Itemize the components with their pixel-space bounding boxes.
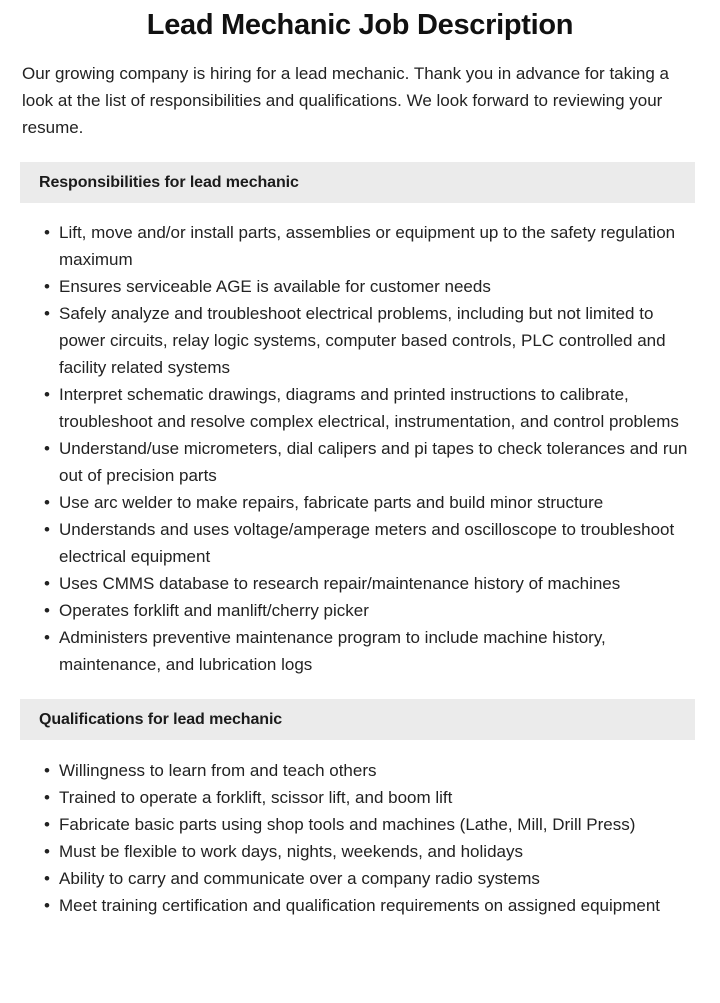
section-header-label: Responsibilities for lead mechanic bbox=[39, 173, 299, 191]
list-item bbox=[44, 811, 695, 838]
list-item bbox=[44, 757, 695, 784]
list-item-text: Interpret schematic drawings, diagrams and printed instructions to calibrate, troubleshoot and resolve complex electrical, instrumentation, and control problems bbox=[59, 385, 679, 431]
responsibilities-list bbox=[0, 203, 720, 678]
list-item bbox=[44, 435, 695, 489]
bullet-icon: • bbox=[44, 223, 50, 242]
list-item-text: Use arc welder to make repairs, fabricate parts and build minor structure bbox=[59, 493, 604, 512]
list-item-text: Understands and uses voltage/amperage meters and oscilloscope to troubleshoot electrical equipment bbox=[59, 520, 675, 566]
qualifications-list bbox=[0, 740, 720, 919]
bullet-icon: • bbox=[44, 439, 50, 458]
list-item-text: Trained to operate a forklift, scissor lift, and boom lift bbox=[59, 788, 453, 807]
list-item bbox=[44, 381, 695, 435]
bullet-icon: • bbox=[44, 520, 50, 539]
bullet-icon: • bbox=[44, 304, 50, 323]
list-item bbox=[44, 489, 695, 516]
list-item bbox=[44, 624, 695, 678]
bullet-icon: • bbox=[44, 761, 50, 780]
list-item bbox=[44, 300, 695, 381]
section-qualifications bbox=[0, 699, 720, 919]
list-item-text: Lift, move and/or install parts, assemblies or equipment up to the safety regulation maximum bbox=[59, 223, 676, 269]
bullet-icon: • bbox=[44, 493, 50, 512]
list-item-text: Ability to carry and communicate over a company radio systems bbox=[59, 869, 540, 888]
bullet-icon: • bbox=[44, 842, 50, 861]
page-title: Lead Mechanic Job Description bbox=[146, 9, 574, 41]
bullet-icon: • bbox=[44, 385, 50, 404]
section-header-responsibilities bbox=[20, 162, 695, 203]
list-item bbox=[44, 570, 695, 597]
list-item bbox=[44, 838, 695, 865]
intro-paragraph: Our growing company is hiring for a lead mechanic. Thank you in advance for taking a look at the list of responsibilities and qualifications. We look forward to reviewing your resume. bbox=[22, 64, 669, 137]
list-item bbox=[44, 597, 695, 624]
section-responsibilities bbox=[0, 162, 720, 678]
list-item bbox=[44, 516, 695, 570]
bullet-icon: • bbox=[44, 869, 50, 888]
bullet-icon: • bbox=[44, 601, 50, 620]
bullet-icon: • bbox=[44, 896, 50, 915]
section-header-label: Qualifications for lead mechanic bbox=[39, 710, 283, 728]
list-item bbox=[44, 273, 695, 300]
list-item-text: Understand/use micrometers, dial calipers and pi tapes to check tolerances and run out of precision parts bbox=[59, 439, 688, 485]
list-item-text: Operates forklift and manlift/cherry picker bbox=[59, 601, 369, 620]
list-item-text: Administers preventive maintenance program to include machine history, maintenance, and lubrication logs bbox=[59, 628, 606, 674]
list-item-text: Ensures serviceable AGE is available for customer needs bbox=[59, 277, 491, 296]
list-item-text: Fabricate basic parts using shop tools and machines (Lathe, Mill, Drill Press) bbox=[59, 815, 636, 834]
list-item bbox=[44, 219, 695, 273]
list-item bbox=[44, 784, 695, 811]
section-header-qualifications bbox=[20, 699, 695, 740]
list-item bbox=[44, 865, 695, 892]
list-item-text: Uses CMMS database to research repair/maintenance history of machines bbox=[59, 574, 621, 593]
bullet-icon: • bbox=[44, 574, 50, 593]
bullet-icon: • bbox=[44, 788, 50, 807]
list-item-text: Meet training certification and qualification requirements on assigned equipment bbox=[59, 896, 661, 915]
bullet-icon: • bbox=[44, 815, 50, 834]
bullet-icon: • bbox=[44, 277, 50, 296]
bullet-icon: • bbox=[44, 628, 50, 647]
list-item-text: Willingness to learn from and teach others bbox=[59, 761, 377, 780]
list-item-text: Must be flexible to work days, nights, weekends, and holidays bbox=[59, 842, 523, 861]
list-item bbox=[44, 892, 695, 919]
list-item-text: Safely analyze and troubleshoot electrical problems, including but not limited to power circuits, relay logic systems, computer based controls, PLC controlled and facility related systems bbox=[59, 304, 666, 377]
